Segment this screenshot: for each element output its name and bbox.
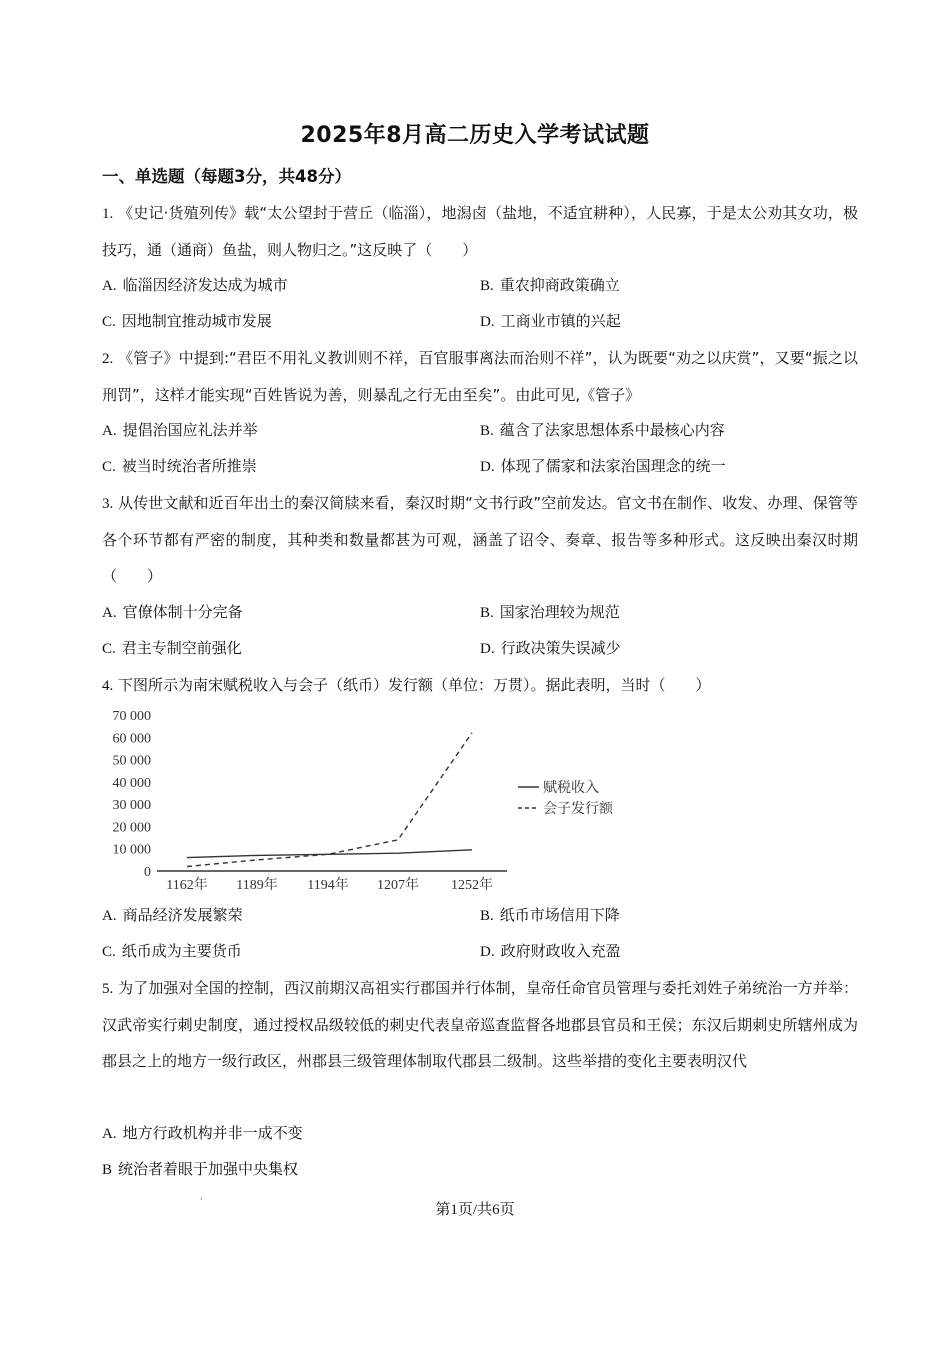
y-tick-label: 20 000 bbox=[112, 820, 151, 836]
question-3 bbox=[102, 485, 858, 594]
y-tick-label: 30 000 bbox=[112, 798, 151, 814]
question-number: 2. bbox=[102, 351, 114, 367]
legend-label-huizi: 会子发行额 bbox=[543, 801, 613, 817]
x-tick-label: 1189年 bbox=[236, 878, 278, 893]
legend bbox=[518, 779, 614, 817]
y-tick-label: 0 bbox=[144, 865, 151, 880]
page-title: 2025年8月高二历史入学考试试题 bbox=[300, 123, 650, 148]
question-4 bbox=[102, 667, 858, 704]
question-5 bbox=[102, 970, 858, 1079]
question-number: 3. bbox=[102, 496, 114, 512]
x-tick-label: 1162年 bbox=[166, 878, 208, 893]
question-stem: 《史记·货殖列传》载“太公望封于营丘（临淄），地潟卤（盐地，不适宜耕种），人民寡，于是太公劝其女功，极技巧，通（通商）鱼盐，则人物归之。”这反映了（ ） bbox=[102, 204, 858, 259]
series-line-tax bbox=[187, 850, 472, 858]
option-4c: C. 纸币成为主要货币 bbox=[102, 942, 242, 960]
option-4d: D. 政府财政收入充盈 bbox=[480, 942, 621, 960]
question-stem: 《管子》中提到:“君臣不用礼义教训则不祥，百官服事离法而治则不祥”，认为既要“劝之以庆赏”，又要“振之以刑罚”，这样才能实现“百姓皆说为善，则暴乱之行无由至矣”。由此可见,《管子》 bbox=[102, 349, 858, 404]
option-3a: A. 官僚体制十分完备 bbox=[102, 603, 243, 621]
option-3c: C. 君主专制空前强化 bbox=[102, 639, 242, 657]
question-number: 1. bbox=[102, 206, 114, 222]
section-heading: 一、单选题（每题3分，共48分） bbox=[102, 167, 351, 186]
y-tick-label: 60 000 bbox=[112, 731, 151, 747]
option-2a: A. 提倡治国应礼法并举 bbox=[102, 421, 258, 439]
option-1c: C. 因地制宜推动城市发展 bbox=[102, 312, 272, 330]
stray-mark: ' bbox=[200, 1197, 203, 1207]
option-4a: A. 商品经济发展繁荣 bbox=[102, 906, 243, 924]
option-5a: A. 地方行政机构并非一成不变 bbox=[102, 1124, 303, 1142]
series-line-huizi bbox=[187, 733, 472, 867]
option-2c: C. 被当时统治者所推崇 bbox=[102, 457, 257, 475]
question-stem: 下图所示为南宋赋税收入与会子（纸币）发行额（单位：万贯）。据此表明，当时（ ） bbox=[118, 676, 711, 694]
option-1a: A. 临淄因经济发达成为城市 bbox=[102, 276, 288, 294]
option-5b: B 统治者着眼于加强中央集权 bbox=[102, 1160, 299, 1178]
option-2d: D. 体现了儒家和法家治国理念的统一 bbox=[480, 457, 726, 475]
line-chart bbox=[95, 705, 655, 900]
y-tick-label: 40 000 bbox=[112, 775, 151, 791]
question-stem: 从传世文献和近百年出土的秦汉简牍来看，秦汉时期“文书行政”空前发达。官文书在制作、收发、办理、保管等各个环节都有严密的制度，其种类和数量都甚为可观，涵盖了诏令、奏章、报告等多种形式。这反映出秦汉时期（ ） bbox=[102, 494, 858, 585]
question-number: 5. bbox=[102, 981, 114, 997]
x-tick-label: 1207年 bbox=[377, 878, 419, 893]
y-tick-label: 10 000 bbox=[112, 842, 151, 858]
question-1 bbox=[102, 195, 858, 268]
page-footer: 第1页/共6页 bbox=[435, 1202, 515, 1218]
question-stem: 为了加强对全国的控制，西汉前期汉高祖实行郡国并行体制，皇帝任命官员管理与委托刘姓子弟统治一方并举：汉武帝实行刺史制度，通过授权品级较低的刺史代表皇帝巡查监督各地郡县官员和王侯；东汉后期刺史所辖州成为郡县之上的地方一级行政区，州郡县三级管理体制取代郡县二级制。这些举措的变化主要表明汉代 bbox=[102, 979, 858, 1070]
y-tick-label: 50 000 bbox=[112, 753, 151, 769]
x-tick-label: 1252年 bbox=[451, 878, 493, 893]
option-1b: B. 重农抑商政策确立 bbox=[480, 276, 620, 294]
y-tick-label: 70 000 bbox=[112, 709, 151, 724]
legend-label-tax: 赋税收入 bbox=[543, 780, 599, 796]
option-2b: B. 蕴含了法家思想体系中最核心内容 bbox=[480, 421, 725, 439]
question-2 bbox=[102, 340, 858, 413]
option-3b: B. 国家治理较为规范 bbox=[480, 603, 620, 621]
option-1d: D. 工商业市镇的兴起 bbox=[480, 312, 621, 330]
option-3d: D. 行政决策失误减少 bbox=[480, 639, 621, 657]
question-number: 4. bbox=[102, 678, 114, 694]
option-4b: B. 纸币市场信用下降 bbox=[480, 906, 620, 924]
x-tick-label: 1194年 bbox=[307, 878, 349, 893]
